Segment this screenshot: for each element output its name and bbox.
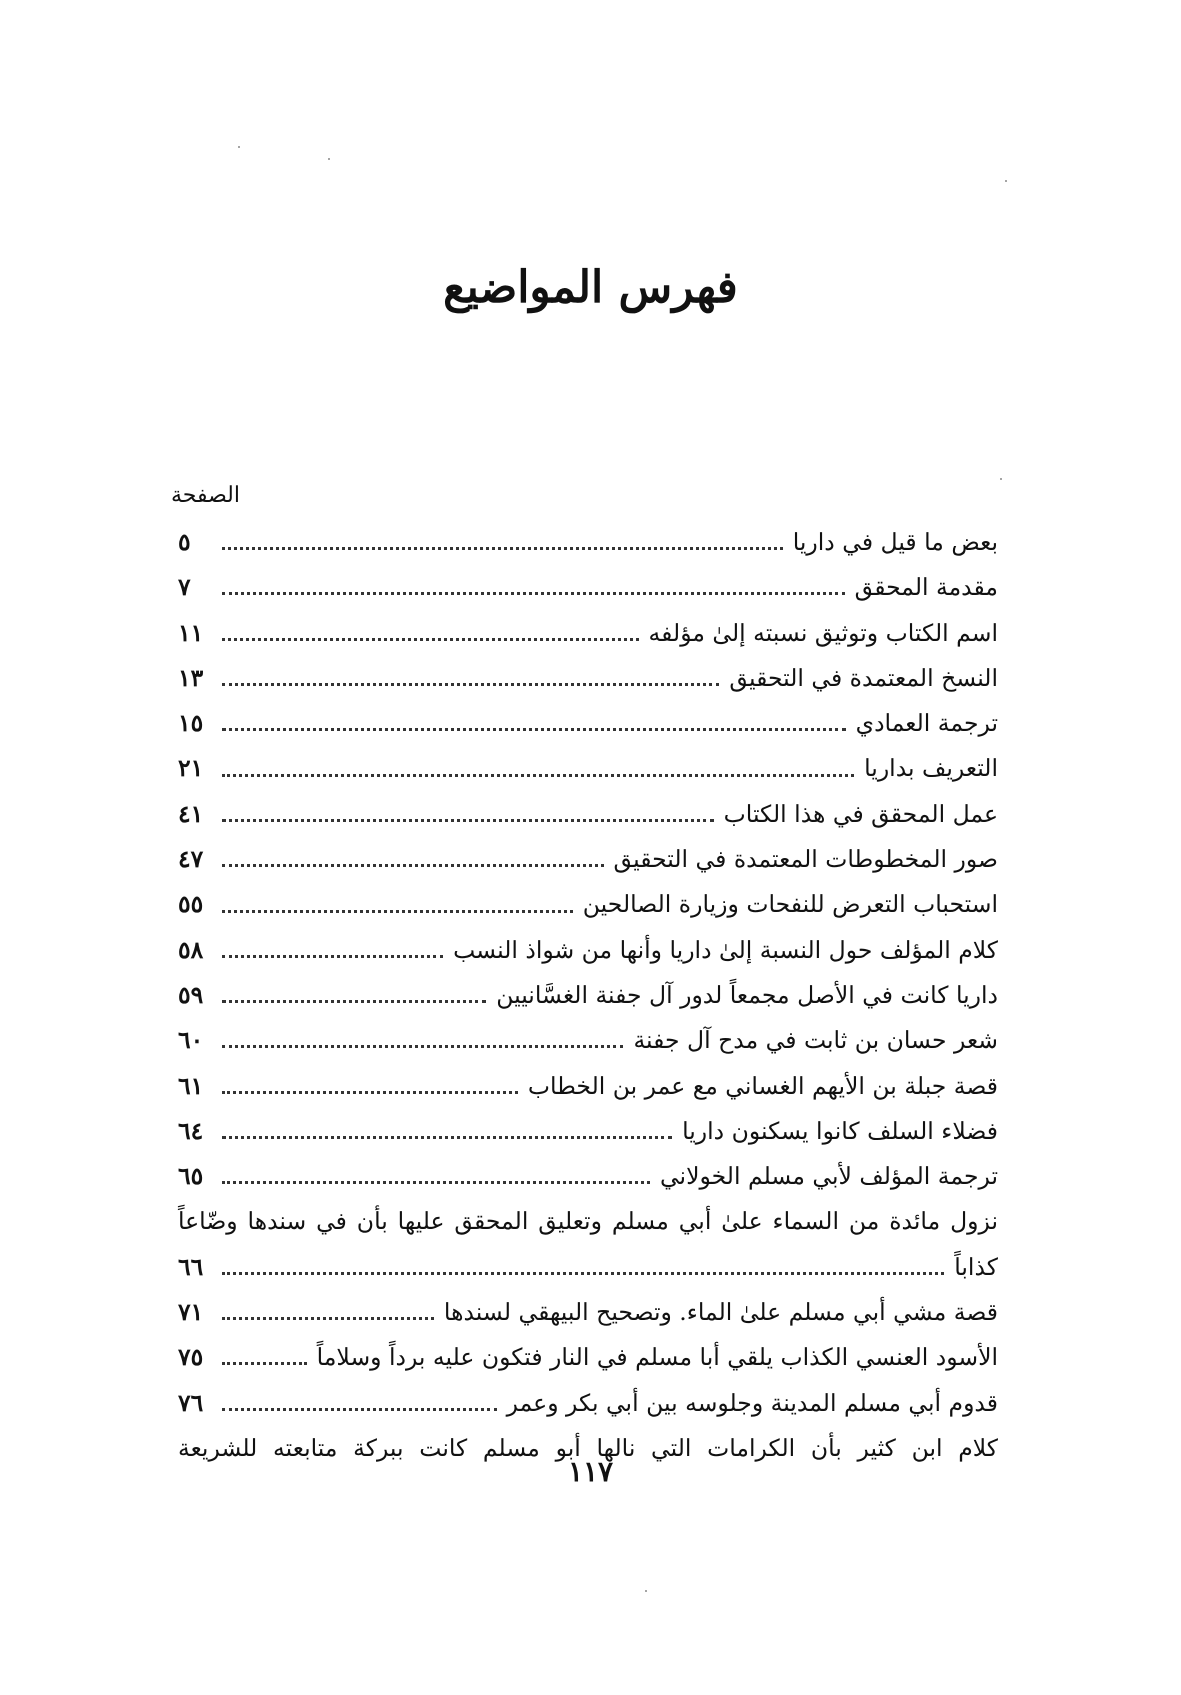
toc-entry-title: كلام ابن كثير بأن الكرامات التي نالها أبو مسلم كانت ببركة متابعته للشريعة — [178, 1433, 998, 1462]
dot-leader — [222, 1362, 307, 1365]
toc-entry — [178, 701, 998, 746]
toc-entry — [178, 1335, 998, 1380]
dot-leader — [222, 1408, 497, 1411]
dot-leader — [222, 864, 604, 867]
dot-leader — [222, 910, 573, 913]
scan-speck — [1000, 478, 1002, 480]
toc-entry — [178, 1290, 998, 1335]
toc-entry — [178, 611, 998, 656]
toc-entry-title: فضلاء السلف كانوا يسكنون داريا — [682, 1116, 998, 1145]
scan-speck — [328, 158, 330, 160]
toc-entry-page: ٧١ — [178, 1298, 204, 1327]
dot-leader — [222, 592, 845, 595]
toc-entry-page: ٧ — [178, 573, 191, 602]
toc-entry — [178, 1064, 998, 1109]
dot-leader — [222, 819, 714, 822]
scan-speck — [645, 1590, 647, 1592]
toc-entry-page: ٤١ — [178, 799, 204, 828]
toc-entry-page: ١٥ — [178, 709, 204, 738]
toc-entry-title: استحباب التعرض للنفحات وزيارة الصالحين — [582, 890, 998, 919]
dot-leader — [222, 1136, 672, 1139]
toc-entry — [178, 746, 998, 791]
dot-leader — [222, 1000, 486, 1003]
dot-leader — [222, 683, 719, 686]
toc-entry — [178, 792, 998, 837]
toc-entry-page: ٦٠ — [178, 1026, 204, 1055]
toc-entry-page: ٤٧ — [178, 845, 204, 874]
toc-entry — [178, 520, 998, 565]
scan-speck — [238, 146, 240, 148]
toc-entry-title: عمل المحقق في هذا الكتاب — [723, 799, 998, 828]
toc-entry-title-continued: كذاباً — [954, 1252, 998, 1281]
page-column-header: الصفحة — [170, 483, 240, 508]
toc-entry — [178, 837, 998, 882]
toc-entry — [178, 1245, 998, 1290]
toc-entry-page: ١٣ — [178, 663, 204, 692]
table-of-contents — [178, 520, 998, 1471]
scan-speck — [1005, 180, 1007, 182]
dot-leader — [222, 638, 639, 641]
dot-leader — [222, 1181, 650, 1184]
toc-entry — [178, 1381, 998, 1426]
toc-entry-title: التعريف بداريا — [864, 754, 998, 783]
toc-entry — [178, 973, 998, 1018]
toc-entry-page: ٢١ — [178, 754, 204, 783]
toc-entry-page: ٧٥ — [178, 1343, 204, 1372]
dot-leader — [222, 1317, 434, 1320]
dot-leader — [222, 728, 846, 731]
toc-entry-page: ٥٩ — [178, 980, 204, 1009]
toc-entry-title: كلام المؤلف حول النسبة إلىٰ داريا وأنها من شواذ النسب — [453, 935, 998, 964]
toc-entry — [178, 1018, 998, 1063]
toc-entry-page: ٧٦ — [178, 1388, 204, 1417]
toc-entry-page: ٦١ — [178, 1071, 204, 1100]
toc-entry-title: الأسود العنسي الكذاب يلقي أبا مسلم في النار فتكون عليه برداً وسلاماً — [316, 1343, 998, 1372]
toc-entry-title: مقدمة المحقق — [854, 573, 998, 602]
dot-leader — [222, 1091, 518, 1094]
toc-entry — [178, 565, 998, 610]
page-number: ١١٧ — [567, 1455, 614, 1488]
dot-leader — [222, 1045, 623, 1048]
toc-entry-title: ترجمة المؤلف لأبي مسلم الخولاني — [659, 1162, 998, 1191]
toc-entry-page: ٥ — [178, 528, 191, 556]
toc-entry-page: ٦٤ — [178, 1116, 204, 1145]
toc-entry-title: نزول مائدة من السماء علىٰ أبي مسلم وتعليق المحقق عليها بأن في سندها وضّاعاً — [178, 1207, 998, 1236]
toc-entry-page: ٥٥ — [178, 890, 204, 919]
toc-entry-title: النسخ المعتمدة في التحقيق — [729, 663, 998, 692]
toc-entry-title: اسم الكتاب وتوثيق نسبته إلىٰ مؤلفه — [648, 618, 998, 647]
toc-entry-title: شعر حسان بن ثابت في مدح آل جفنة — [633, 1026, 998, 1055]
toc-entry — [178, 1109, 998, 1154]
toc-entry-title: داريا كانت في الأصل مجمعاً لدور آل جفنة الغسَّانيين — [496, 980, 998, 1009]
toc-entry — [178, 1199, 998, 1244]
toc-entry-title: قدوم أبي مسلم المدينة وجلوسه بين أبي بكر وعمر — [506, 1388, 998, 1417]
dot-leader — [222, 955, 443, 958]
toc-entry-title: قصة مشي أبي مسلم علىٰ الماء. وتصحيح البيهقي لسندها — [443, 1298, 998, 1327]
toc-entry — [178, 928, 998, 973]
toc-entry-page: ٦٦ — [178, 1252, 204, 1281]
toc-entry-title: بعض ما قيل في داريا — [792, 528, 998, 556]
dot-leader — [222, 547, 783, 550]
toc-entry — [178, 1154, 998, 1199]
toc-entry — [178, 656, 998, 701]
toc-entry-page: ٦٥ — [178, 1162, 204, 1191]
dot-leader — [222, 774, 854, 777]
toc-entry-title: ترجمة العمادي — [855, 709, 998, 738]
toc-entry-title: قصة جبلة بن الأيهم الغساني مع عمر بن الخطاب — [527, 1071, 998, 1100]
toc-entry — [178, 882, 998, 927]
dot-leader — [222, 1272, 944, 1275]
page-title: فهرس المواضيع — [443, 262, 738, 313]
toc-entry-page: ٥٨ — [178, 935, 204, 964]
toc-entry-page: ١١ — [178, 618, 204, 647]
toc-entry-title: صور المخطوطات المعتمدة في التحقيق — [613, 845, 998, 874]
